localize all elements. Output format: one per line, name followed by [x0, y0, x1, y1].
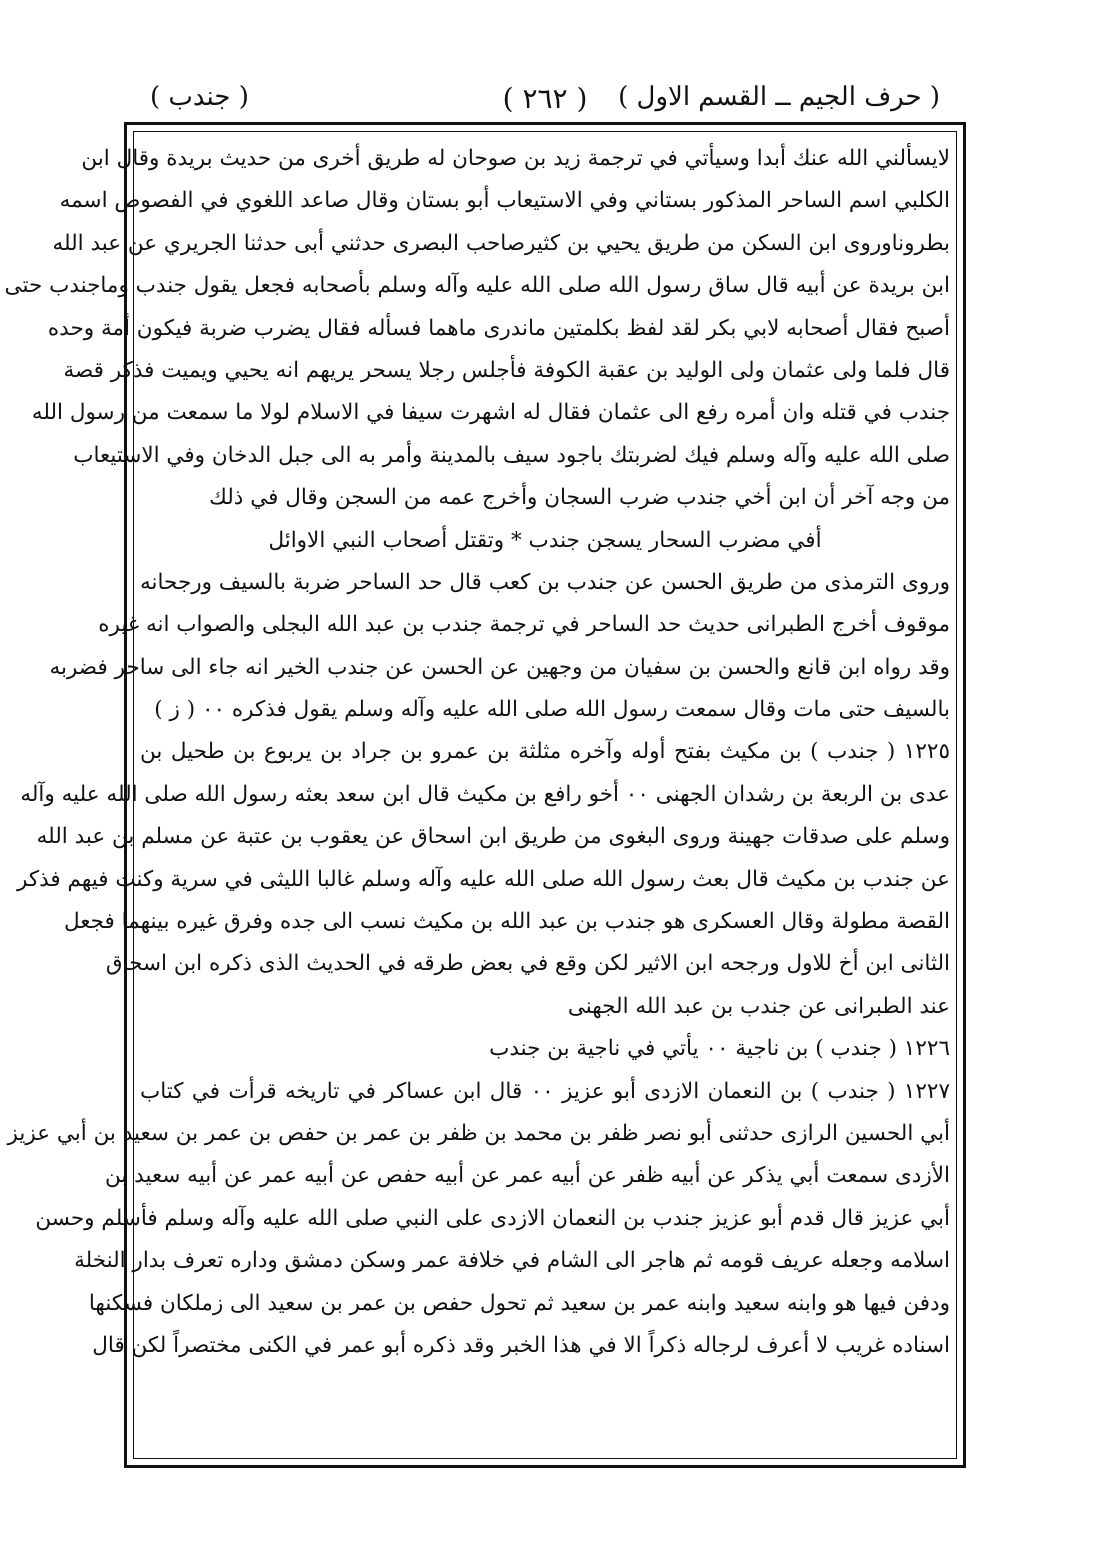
- text-line: ابن بريدة عن أبيه قال ساق رسول الله صلى الله عليه وآله وسلم بأصحابه فجعل يقول جندب وماجندب حتى: [4, 273, 950, 299]
- text-line: موقوف أخرج الطبرانى حديث حد الساحر في ترجمة جندب بن عبد الله البجلى والصواب انه غيره: [98, 612, 950, 638]
- text-body: [4, 138, 950, 1367]
- text-line: ١٢٢٦ ( جندب ) بن ناجية ٠٠ يأتي في ناجية بن جندب: [489, 1036, 950, 1062]
- text-line: وسلم على صدقات جهينة وروى البغوى من طريق ابن اسحاق عن يعقوب بن عتبة عن مسلم بن عبد الله: [36, 824, 950, 850]
- text-line: اسلامه وجعله عريف قومه ثم هاجر الى الشام في خلافة عمر وسكن دمشق وداره تعرف بدار النخلة: [74, 1248, 950, 1274]
- text-line: عند الطبرانى عن جندب بن عبد الله الجهنى: [567, 993, 950, 1019]
- text-line: بطروناوروى ابن السكن من طريق يحيي بن كثيرصاحب البصرى حدثني أبى حدثنا الجريري عن عبد الله: [52, 230, 950, 256]
- text-line: بالسيف حتى مات وقال سمعت رسول الله صلى الله عليه وآله وسلم يقول فذكره ٠٠ ( ز ): [154, 697, 950, 723]
- text-line: ودفن فيها هو وابنه سعيد وابنه عمر بن سعيد ثم تحول حفص بن عمر بن سعيد الى زملكان فسكنها: [88, 1290, 950, 1316]
- text-line: ١٢٢٧ ( جندب ) بن النعمان الازدى أبو عزيز ٠٠ قال ابن عساكر في تاريخه قرأت في كتاب: [140, 1078, 950, 1104]
- text-line: عدى بن الربعة بن رشدان الجهنى ٠٠ أخو رافع بن مكيث قال ابن سعد بعثه رسول الله صلى الله عليه وآله: [20, 781, 950, 807]
- page-number: ( ٢٦٢ ): [502, 82, 588, 115]
- text-line: وروى الترمذى من طريق الحسن عن جندب بن كعب قال حد الساحر ضربة بالسيف ورجحانه: [140, 569, 950, 595]
- entry-heading: ( جندب ): [150, 82, 249, 112]
- text-line: اسناده غريب لا أعرف لرجاله ذكراً الا في هذا الخبر وقد ذكره أبو عمر في الكنى مختصراً لكن قال: [92, 1332, 950, 1358]
- text-line: الأزدى سمعت أبي يذكر عن أبيه ظفر عن أبيه عمر عن أبيه حفص عن أبيه عمر عن أبيه سعيد بن: [105, 1163, 950, 1189]
- text-line: القصة مطولة وقال العسكرى هو جندب بن عبد الله بن مكيث نسب الى جده وفرق غيره بينهما فجعل: [63, 909, 950, 935]
- text-line: من وجه آخر أن ابن أخي جندب ضرب السجان وأخرج عمه من السجن وقال في ذلك: [209, 485, 950, 511]
- text-line: عن جندب بن مكيث قال بعث رسول الله صلى الله عليه وآله وسلم غالبا الليثى في سرية وكنت فيهم فذكر: [17, 866, 950, 892]
- page-header: [150, 78, 940, 128]
- text-line: جندب في قتله وان أمره رفع الى عثمان فقال له اشهرت سيفا في الاسلام لولا ما سمعت من رسول الله: [31, 400, 950, 426]
- text-line: أبي الحسين الرازى حدثنى أبو نصر ظفر بن محمد بن ظفر بن عمر بن حفص بن عمر بن سعيد بن أبي عزيز: [7, 1120, 950, 1146]
- text-line: أبي عزيز قال قدم أبو عزيز جندب بن النعمان الازدى على النبي صلى الله عليه وآله وسلم فأسلم وحسن: [35, 1205, 950, 1231]
- text-line: لايسألني الله عنك أبدا وسيأتي في ترجمة زيد بن صوحان له طريق أخرى من حديث بريدة وقال ابن: [81, 146, 950, 171]
- text-line: وقد رواه ابن قانع والحسن بن سفيان من وجهين عن الحسن عن جندب الخير انه جاء الى ساحر فضربه: [49, 654, 950, 680]
- text-line: ١٢٢٥ ( جندب ) بن مكيث بفتح أوله وآخره مثلثة بن عمرو بن جراد بن يربوع بن طحيل بن: [140, 739, 950, 765]
- text-line: صلى الله عليه وآله وسلم فيك لضربتك باجود سيف بالمدينة وأمر به الى جبل الدخان وفي الاستيعاب: [73, 442, 950, 468]
- verse-line: أفي مضرب السحار يسجن جندب * وتقتل أصحاب النبي الاوائل: [268, 527, 822, 553]
- text-line: الكلبي اسم الساحر المذكور بستاني وفي الاستيعاب أبو بستان وقال صاعد اللغوي في الفصوص اسمه: [59, 188, 950, 214]
- text-line: أصبح فقال أصحابه لابي بكر لقد لفظ بكلمتين ماندرى ماهما فسأله فقال يضرب ضربة فيكون أمة وحده: [47, 315, 950, 341]
- chapter-heading: ( حرف الجيم ــ القسم الاول ): [618, 82, 940, 112]
- text-line: قال فلما ولى عثمان ولى الوليد بن عقبة الكوفة فأجلس رجلا يسحر يريهم انه يحيي ويميت فذكر قصة: [63, 357, 950, 383]
- text-line: الثانى ابن أخ للاول ورجحه ابن الاثير لكن وقع في بعض طرقه في الحديث الذى ذكره ابن اسحاق: [105, 951, 950, 977]
